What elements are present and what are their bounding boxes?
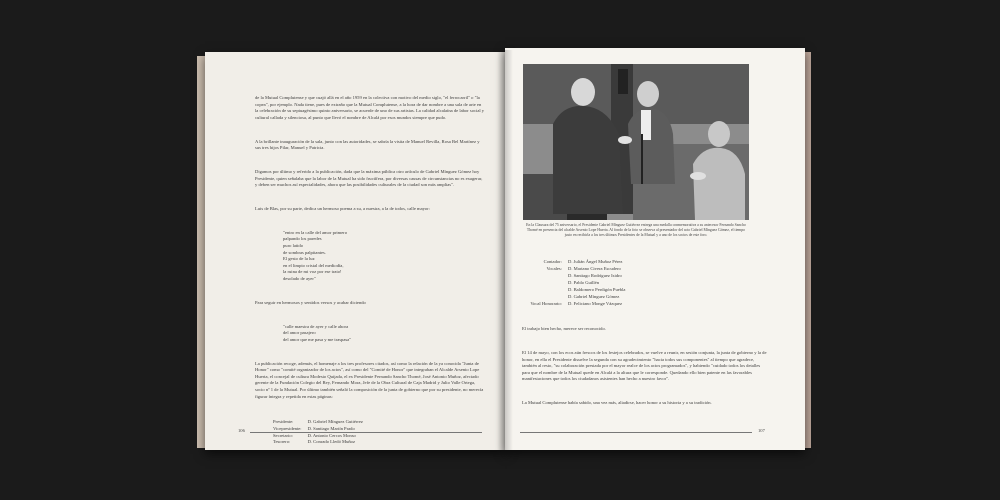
board-role: Vocales: bbox=[546, 266, 562, 271]
page-number: 106 bbox=[238, 428, 245, 433]
left-page-text bbox=[255, 82, 485, 459]
page-number: 107 bbox=[758, 428, 765, 433]
list-item bbox=[522, 265, 631, 272]
board-name: D. Pablo Guillén bbox=[568, 280, 600, 285]
footer-rule bbox=[250, 432, 482, 433]
photograph bbox=[523, 64, 749, 220]
paragraph: A la brillante inauguración de la sala, junto con las autoridades, se sabría la visita de Manuel Revilla, Rosa Bel Martínez y sus tres hijos Pilar, Manuel y Patricia. bbox=[255, 138, 481, 151]
board-name: D. Gabriel Mínguez Gómez bbox=[568, 294, 620, 299]
list-item bbox=[273, 439, 369, 446]
book-gutter bbox=[497, 50, 513, 450]
board-name: D. Julián Ángel Muñoz Pérez bbox=[568, 259, 623, 264]
paragraph: Luis de Blas, por su parte, dedica un hermoso poema a su, a nuestra, a la de todos, calle mayor: bbox=[255, 206, 431, 212]
officer-role: Vicepresidente: bbox=[273, 425, 302, 431]
list-item bbox=[522, 279, 631, 286]
ceremony-photo bbox=[523, 64, 749, 220]
board-name: D. Baldomero Perdigón Puebla bbox=[568, 287, 626, 292]
list-item bbox=[522, 258, 631, 265]
list-item bbox=[522, 272, 631, 279]
board-role: Vocal Honorario: bbox=[530, 301, 562, 306]
paragraph: La publicación recoge, además, el homenaje a los tres profesores citados, así como la relación de la ya conocida "Junta de Honor" como "comité organizador de los actos", así como del "Comité de Honor" que integraban el Alcalde Arsenio Lope Huerta, el concejal de cultura Modesto Quijada, el ex Presidente Fernando Sancho Thomé, José Antonio Muñoz, afectado gerente de la Fundación Colegio del Rey, Fernando Mora, Jefe de la Obra Cultural de Caja Madrid y Julio Valle Ortega, socio nº 1 de la Mutual. Por último también señaló la composición de la junta de gobierno que por su presidente, no merecía figurar íntegra y repetida en estas páginas: bbox=[255, 360, 485, 399]
board-name: D. Mariano Civera Escudero bbox=[568, 266, 621, 271]
board-name: D. Feliciano Monge Vázquez bbox=[568, 301, 623, 306]
paragraph: de la Mutual Complutense y que cuajó allá en el año 1959 en la colectiva con motivo del medio siglo, "el ferrocarril" o "la copea", por ejemplo. Nada tiene, pues de extraño que la Mutual Complutense, a la hora de dar nombre a una sala de arte en la celebración de su septuagésimo quinto aniversario, se acuerde de uno de sus artistas. La calidad alcalaína de labor social y cultural callada y silenciosa, al punto que llevó el nombre de Alcalá por esos mundos siempre que pudo. bbox=[255, 95, 486, 120]
list-item bbox=[273, 419, 369, 426]
officer-role: Secretario: bbox=[273, 432, 293, 438]
list-item bbox=[522, 300, 631, 307]
footer-rule bbox=[520, 432, 752, 433]
board-role bbox=[522, 279, 568, 286]
officer-role: Presidente: bbox=[273, 419, 294, 425]
paragraph: Para seguir en hermosos y sentidos versos y acabar diciendo bbox=[255, 299, 366, 305]
officer-name: D. Santiago Martín Prado bbox=[307, 425, 355, 431]
officer-name: D. Gabriel Mínguez Gutiérrez bbox=[307, 419, 363, 425]
board-role: Contador: bbox=[543, 259, 562, 264]
officer-name: D. Conrado Lledó Muñoz bbox=[307, 439, 356, 445]
officer-role: Tesorero: bbox=[273, 439, 291, 445]
board-role bbox=[522, 272, 568, 279]
poem-excerpt: "entro en la calle del amor primero palpando los paredes puro latido de sombras palpitantes. El gesto de la luz en el limpio cristal del mediodía, la ruina de mi voz por ese trato! desolado de ayer" bbox=[283, 229, 348, 282]
poem-excerpt: "calle maestra de ayer y calle ahora del amor pasajero del amor que me pasa y me traspasa" bbox=[283, 323, 352, 342]
officer-name: D. Antonio Cercos Monso bbox=[307, 432, 356, 438]
board-role bbox=[522, 293, 568, 300]
photo-caption: En la Clausura del 75 aniversario, el Presidente Gabriel Mínguez Gutiérrez entrega una medalla conmemorativa a su antecesor Fernando Sancho Thomé en presencia del alcalde Arsenio Lope Huerta. Al fondo de la foto se observa al presentador del acto Gabriel Mínguez Gómez, el tiempo justo en recibirla a los tres últimos Presidentes de la Mutual y a uno de los socios de este foro. bbox=[526, 223, 746, 237]
right-page-text bbox=[522, 313, 768, 424]
paragraph: Digamos por último y referido a la publicación, dada que la máxima pública otro artículo de Gabriel Mínguez Gómez hoy Presidente, quien señalaba que la labor de la Mutual ha sido fructífera, por diversas causas de circunstancias no es exagerar, y deben ser muchos así especialidades, ahora que las posibilidades culturales de la ciudad son más amplias". bbox=[255, 169, 484, 188]
board-list bbox=[522, 258, 631, 307]
paragraph: El trabajo bien hecho, merece ser reconocido. bbox=[522, 326, 606, 332]
paragraph: La Mutual Complutense había sabido, una vez más, aliadirse, hacer honor a su historia y a su tradición. bbox=[522, 400, 712, 406]
paragraph: El 14 de mayo, con los ecos aún frescos de los festejos celebrados, se vuelve a reunir, en sesión conjunta, la junta de gobierno y la de honor, en ella el Presidente disuelve la segunda con su agradecimiento "hacia todos sus componentes" al tiempo que agradece, también al resto, "su colaboración prestada por el mayor realce de los actos programados", y habiendo "cuidado todos los detalles para que el nombre de la Mutual quede en Alcalá a la altura que le corresponde. Quedando ello bien patente en las favorables manifestaciones que todos los ciudadanos asistentes han hecho a nuestro favor". bbox=[522, 349, 768, 382]
board-role bbox=[522, 286, 568, 293]
board-name: D. Santiago Rodríguez Isidro bbox=[568, 273, 622, 278]
list-item bbox=[522, 286, 631, 293]
list-item bbox=[273, 433, 369, 440]
list-item bbox=[522, 293, 631, 300]
